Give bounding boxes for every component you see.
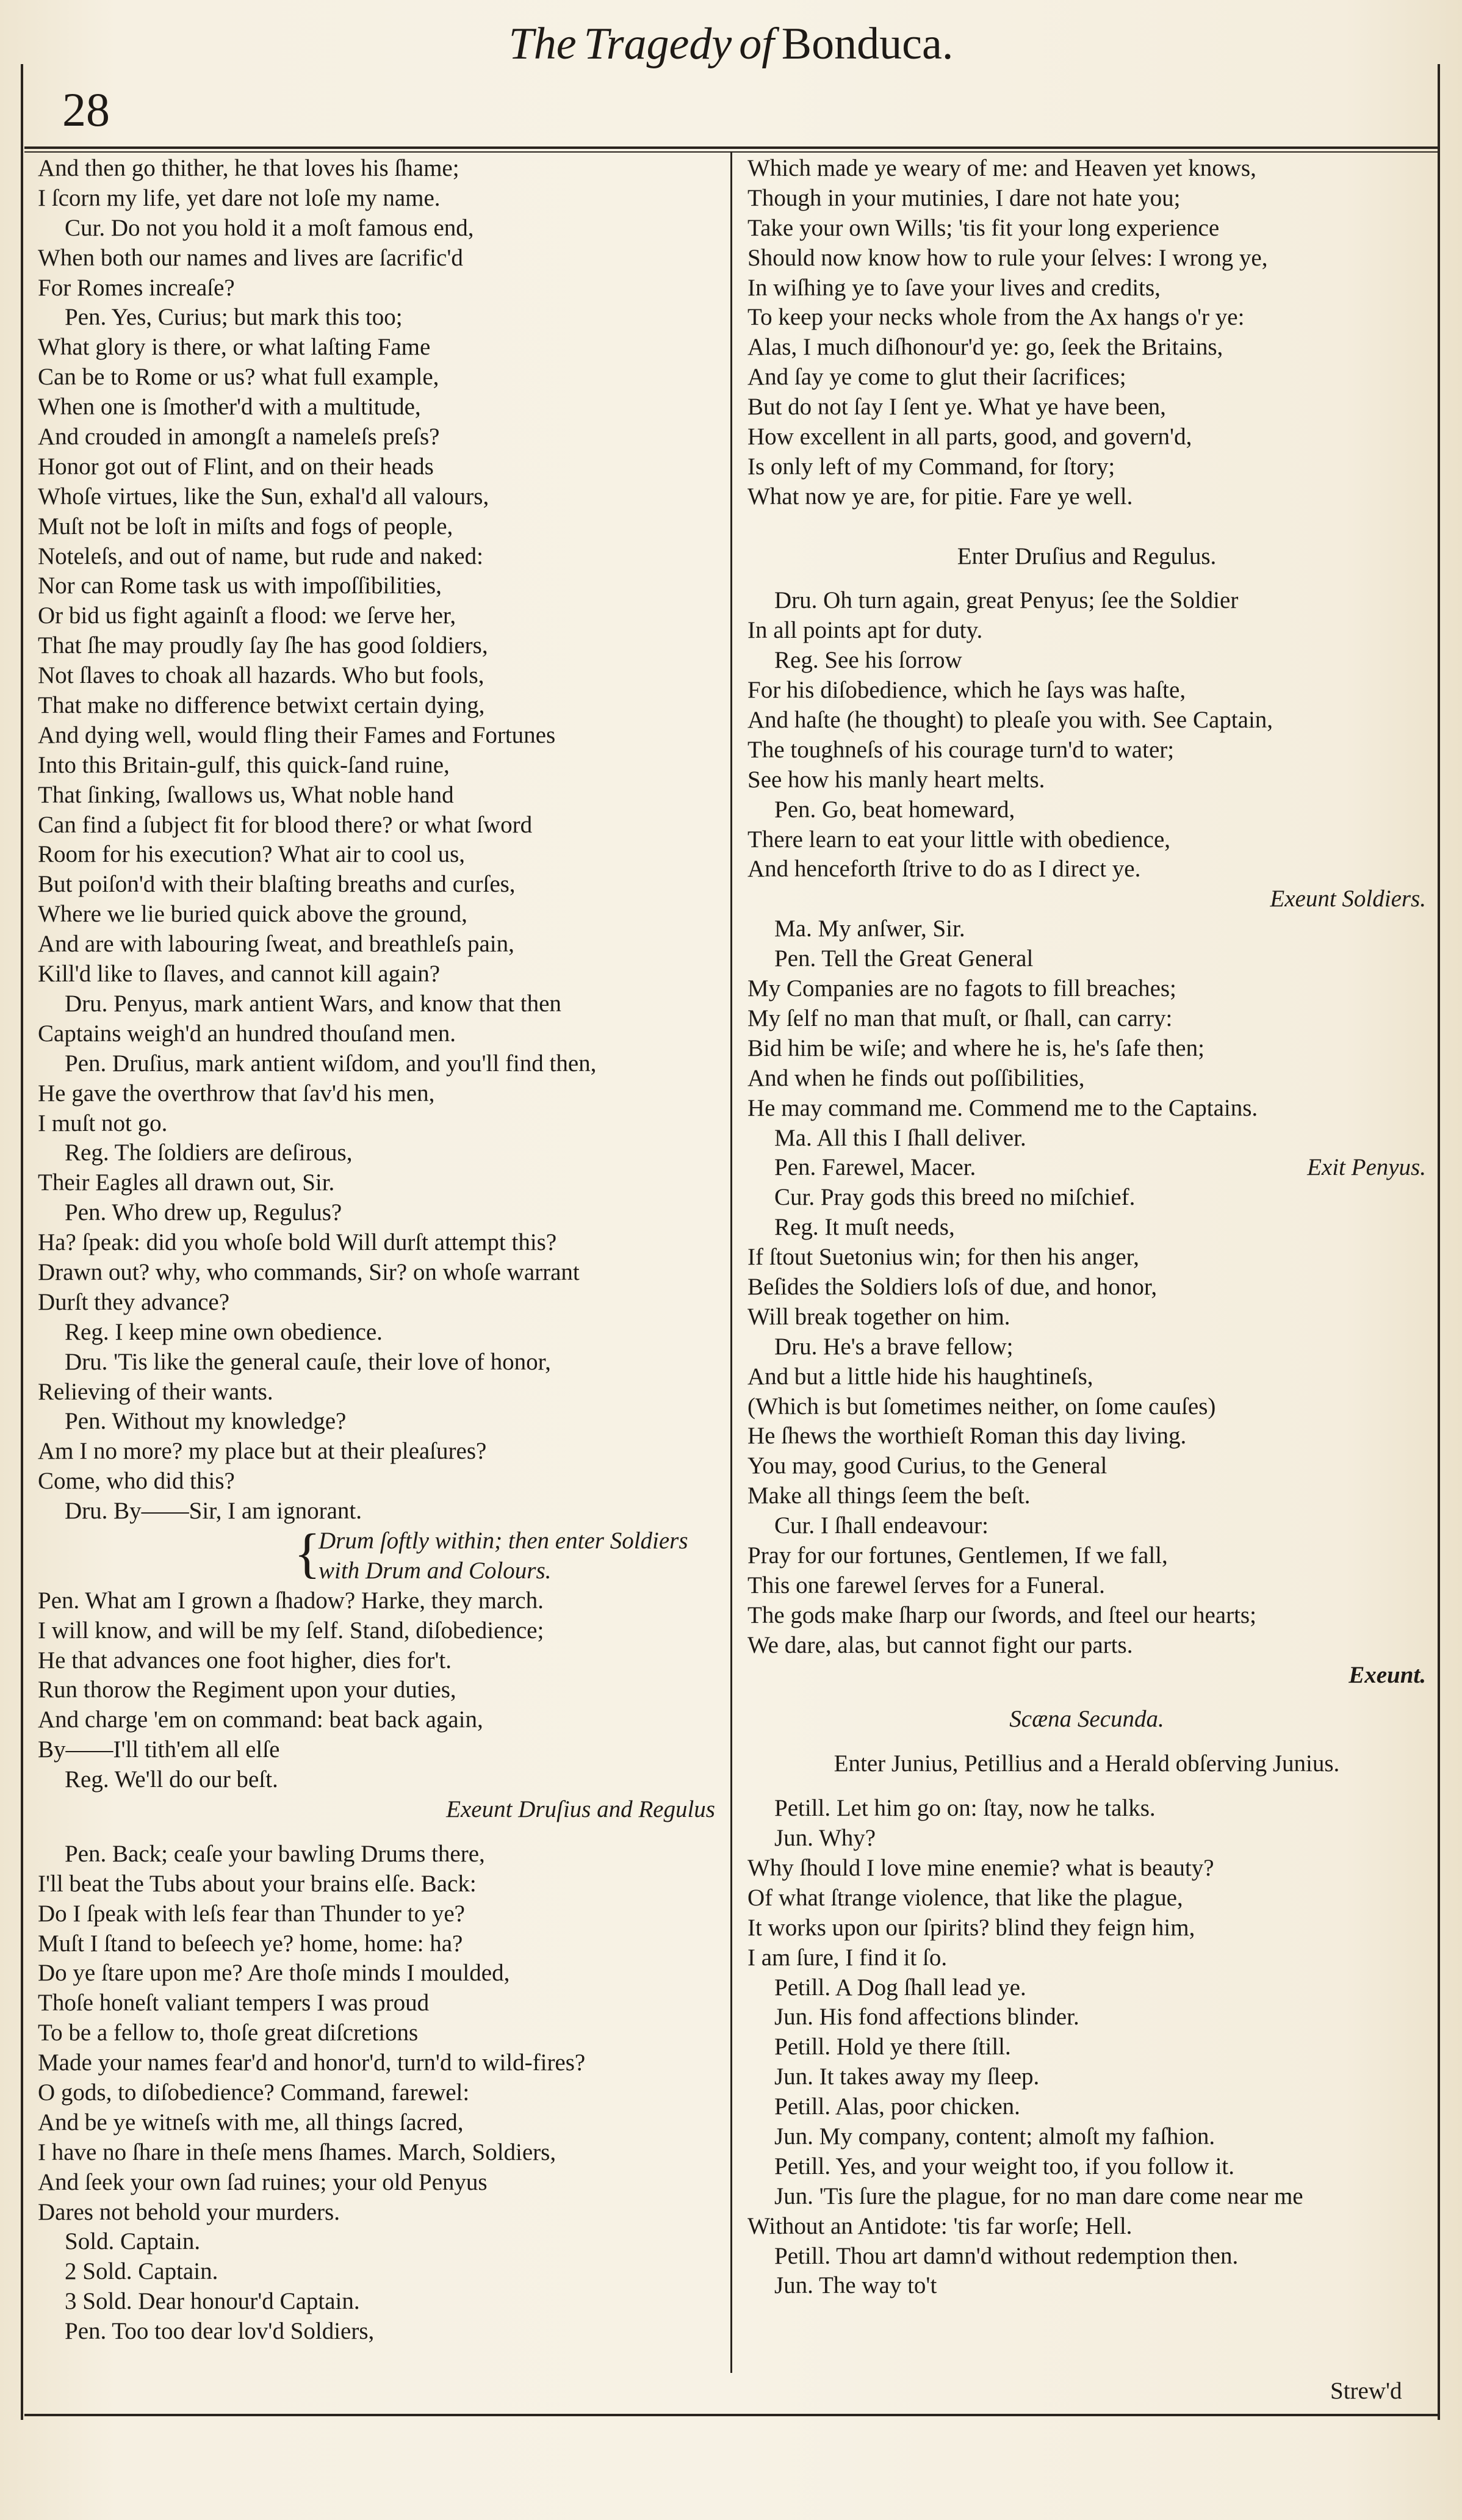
speech-line: Dru. Penyus, mark antient Wars, and know that then [65,990,561,1017]
exit-direction: Exit Penyus. [1307,1154,1426,1181]
stage-direction: Exeunt Soldiers. [1270,886,1426,912]
text-line: I muſt not go. [38,1110,168,1136]
right-column [747,154,1426,2301]
text-line: The gods make ſharp our ſwords, and ſteel our hearts; [747,1601,1256,1628]
text-line: The toughneſs of his courage turn'd to water; [747,736,1175,763]
speech-line: Jun. My company, content; almoſt my faſhion. [774,2123,1215,2150]
speech-line: Pen. Who drew up, Regulus? [65,1199,342,1226]
speech-line: Ma. All this I ſhall deliver. [774,1124,1026,1151]
footer-rule [24,2414,1438,2416]
text-line: Room for his execution? What air to cool us, [38,841,466,868]
speech-line: Jun. It takes away my ſleep. [774,2063,1040,2090]
spacer [747,1779,1426,1794]
speech-line: Jun. His fond affections blinder. [774,2004,1079,2031]
text-line: Thoſe honeſt valiant tempers I was proud [38,1990,430,2016]
text-line: And be ye witneſs with me, all things ſacred, [38,2109,464,2136]
text-line: I'll beat the Tubs about your brains elſe. Back: [38,1870,477,1897]
running-title-name: Bonduca. [781,19,954,69]
text-line: Where we lie buried quick above the ground, [38,901,467,928]
text-line: He gave the overthrow that ſav'd his men, [38,1080,435,1107]
text-line: And haſte (he thought) to pleaſe you with. See Captain, [747,707,1273,734]
text-line: Run thorow the Regiment upon your duties, [38,1677,456,1703]
speech-line: Jun. The way to't [774,2272,937,2299]
running-title-the: The [508,19,577,69]
text-line: Alas, I much diſhonour'd ye: go, ſeek the Britains, [747,334,1223,361]
spacer [38,1825,715,1839]
text-line: Without an Antidote: 'tis far worſe; Hell. [747,2212,1133,2239]
text-line: And ſeek your own ſad ruines; your old Penyus [38,2168,488,2195]
text-line: Their Eagles all drawn out, Sir. [38,1169,335,1196]
text-line: By——I'll tith'em all elſe [38,1736,280,1763]
text-line: What now ye are, for pitie. Fare ye well. [747,483,1133,510]
text-line: Come, who did this? [38,1468,235,1495]
text-line: That make no difference betwixt certain dying, [38,692,485,719]
speech-line: 2 Sold. Captain. [65,2258,218,2285]
text-line: For Romes increaſe? [38,274,235,301]
text-line: Or bid us fight againſt a flood: we ſerve her, [38,602,456,629]
left-column [38,154,715,2347]
text-line: That ſhe may proudly ſay ſhe has good ſoldiers, [38,632,488,659]
text-line: Though in your mutinies, I dare not hate you; [747,184,1181,211]
text-line: Make all things ſeem the beſt. [747,1482,1031,1509]
text-line: Noteleſs, and out of name, but rude and naked: [38,543,483,569]
speech-line: Reg. It muſt needs, [774,1214,955,1241]
text-line: Of what ſtrange violence, that like the plague, [747,1884,1183,1911]
text-line: Bid him be wiſe; and where he is, he's ſafe then; [747,1034,1205,1061]
text-line: He may command me. Commend me to the Captains. [747,1094,1258,1121]
text-line: And when he finds out poſſibilities, [747,1064,1085,1091]
stage-direction-line: Drum ſoftly within; then enter Soldiers [319,1527,688,1554]
text-line: In wiſhing ye to ſave your lives and credits, [747,274,1161,301]
speech-line: Cur. Pray gods this breed no miſchief. [774,1184,1136,1211]
text-line: Drawn out? why, who commands, Sir? on whoſe warrant [38,1258,580,1285]
text-line: To keep your necks whole from the Ax hangs o'r ye: [747,304,1245,331]
stage-direction: Exeunt Druſius and Regulus [446,1796,715,1822]
text-line: Beſides the Soldiers loſs of due, and honor, [747,1273,1158,1300]
spacer [747,571,1426,586]
text-line: Is only left of my Command, for ſtory; [747,453,1115,480]
text-line: Captains weigh'd an hundred thouſand men. [38,1020,456,1047]
speech-line: Jun. Why? [774,1825,876,1852]
text-line: He that advances one foot higher, dies for't. [38,1647,452,1673]
running-title-tragedy: Tragedy [583,19,732,69]
text-line: (Which is but ſometimes neither, on ſome cauſes) [747,1393,1216,1420]
speech-line: 3 Sold. Dear honour'd Captain. [65,2288,360,2315]
speech-line: Reg. The ſoldiers are deſirous, [65,1139,353,1166]
text-line: O gods, to diſobedience? Command, farewel: [38,2079,470,2106]
text-line: I ſcorn my life, yet dare not loſe my name. [38,184,441,211]
stage-direction: Exeunt. [1349,1661,1426,1688]
brace-glyph: { [294,1523,321,1584]
text-line: Am I no more? my place but at their pleaſures? [38,1438,487,1465]
text-line: I have no ſhare in theſe mens ſhames. March, Soldiers, [38,2139,556,2165]
text-line: But poiſon'd with their blaſting breaths and curſes, [38,871,516,898]
speech-line: Cur. I ſhall endeavour: [774,1512,988,1539]
speech-line: Reg. I keep mine own obedience. [65,1318,383,1345]
text-line: Will break together on him. [747,1303,1010,1330]
stage-direction-line: with Drum and Colours. [319,1557,552,1584]
text-line: But do not ſay I ſent ye. What ye have been, [747,394,1166,421]
text-line: Dares not behold your murders. [38,2198,340,2225]
spacer [747,512,1426,542]
stage-direction: Enter Junius, Petillius and a Herald obſerving Junius. [834,1750,1340,1777]
speech-line: Reg. We'll do our beſt. [65,1766,278,1793]
running-title-of: of [739,19,774,69]
speech-line: Petill. Hold ye there ſtill. [774,2034,1011,2060]
text-line: This one farewel ſerves for a Funeral. [747,1572,1105,1598]
text-line: We dare, alas, but cannot fight our parts. [747,1631,1133,1658]
speech-line: Dru. 'Tis like the general cauſe, their love of honor, [65,1348,551,1375]
speech-line: Dru. He's a brave fellow; [774,1333,1014,1360]
running-title [0,13,1462,74]
text-line: Nor can Rome task us with impoſſibilities, [38,572,442,599]
speech-line: Pen. Druſius, mark antient wiſdom, and you'll find then, [65,1050,597,1077]
text-line: For his diſobedience, which he ſays was haſte, [747,677,1186,704]
speech-line: Petill. Thou art damn'd without redemption then. [774,2242,1239,2269]
column-divider [730,151,732,2373]
text-line: And are with labouring ſweat, and breathleſs pain, [38,931,514,958]
text-line: Should now know how to rule your ſelves: I wrong ye, [747,244,1268,271]
speech-line: Reg. See his ſorrow [774,647,962,674]
text-line: Do I ſpeak with leſs fear than Thunder to ye? [38,1900,465,1927]
speech-line: Pen. Back; ceaſe your bawling Drums there, [65,1840,485,1867]
stage-direction [38,1556,715,1586]
speech-line: Petill. A Dog ſhall lead ye. [774,1974,1026,2001]
text-line: My Companies are no fagots to fill breaches; [747,975,1176,1002]
text-line: Why ſhould I love mine enemie? what is beauty? [747,1854,1214,1881]
text-line: And crouded in amongſt a nameleſs preſs? [38,424,440,450]
stage-direction: Enter Druſius and Regulus. [957,543,1217,569]
speech-line: Cur. Do not you hold it a moſt famous end, [65,214,474,241]
text-line: Into this Britain-gulf, this quick-ſand ruine, [38,751,450,778]
text-line: Honor got out of Flint, and on their heads [38,453,434,480]
spacer [747,1690,1426,1705]
scene-heading: Scæna Secunda. [1009,1706,1164,1733]
spacer [747,1735,1426,1749]
text-line: Kill'd like to ſlaves, and cannot kill again? [38,961,441,987]
text-line: It works upon our ſpirits? blind they feign him, [747,1914,1195,1941]
page-header [24,64,1438,143]
text-line: Can be to Rome or us? what full example, [38,364,439,391]
text-line: Whoſe virtues, like the Sun, exhal'd all valours, [38,483,489,510]
text-line: Can find a ſubject fit for blood there? or what ſword [38,811,533,838]
text-line: Muſt I ſtand to beſeech ye? home, home: ha? [38,1930,463,1957]
speech-line: Petill. Alas, poor chicken. [774,2093,1020,2120]
text-line: And dying well, would fling their Fames and Fortunes [38,721,556,748]
text-line: If ſtout Suetonius win; for then his anger, [747,1244,1139,1271]
text-line: To be a fellow to, thoſe great diſcretions [38,2020,419,2046]
text-line: And henceforth ſtrive to do as I direct ye. [747,856,1141,883]
speech-line: Pen. Without my knowledge? [65,1408,347,1435]
text-line: And but a little hide his haughtineſs, [747,1363,1093,1390]
text-line: I am ſure, I find it ſo. [747,1944,948,1971]
speech-text: Pen. Farewel, Macer. [774,1154,976,1181]
text-line: There learn to eat your little with obedience, [747,826,1171,853]
text-line: And then go thither, he that loves his ſhame; [38,155,459,181]
text-line: You may, good Curius, to the General [747,1453,1107,1479]
text-line: Durſt they advance? [38,1288,230,1315]
text-line: How excellent in all parts, good, and govern'd, [747,424,1192,450]
text-line: When one is ſmother'd with a multitude, [38,394,421,421]
speech-line: Dru. Oh turn again, great Penyus; ſee the Soldier [774,587,1239,614]
speech-line: Sold. Captain. [65,2228,201,2255]
text-line: Not ſlaves to choak all hazards. Who but fools, [38,662,484,689]
text-line: He ſhews the worthieſt Roman this day living. [747,1423,1187,1450]
speech-line: Jun. 'Tis ſure the plague, for no man dare come near me [774,2182,1303,2209]
text-line: And ſay ye come to glut their ſacrifices; [747,364,1126,391]
speech-line: Pen. Go, beat homeward, [774,796,1015,823]
text-line: What glory is there, or what laſting Fame [38,334,431,361]
text-line: Muſt not be loſt in miſts and fogs of people, [38,513,453,540]
text-line: That ſinking, ſwallows us, What noble hand [38,781,454,808]
speech-line: Ma. My anſwer, Sir. [774,915,965,942]
speech-line: Petill. Let him go on: ſtay, now he talks. [774,1795,1156,1822]
text-line: Which made ye weary of me: and Heaven yet knows, [747,155,1256,181]
text-line: Made your names fear'd and honor'd, turn'd to wild-fires? [38,2049,586,2076]
text-line: Pen. What am I grown a ſhadow? Harke, they march. [38,1587,544,1614]
catchword: Strew'd [1330,2378,1402,2404]
text-line: I will know, and will be my ſelf. Stand, diſobedience; [38,1617,544,1644]
header-rule [24,146,1438,149]
text-line: Take your own Wills; 'tis fit your long experience [747,214,1220,241]
page-border-right [1438,64,1440,2420]
text-line: In all points apt for duty. [747,617,983,644]
text-line: When both our names and lives are ſacrific'd [38,244,463,271]
speech-line: Petill. Yes, and your weight too, if you follow it. [774,2153,1234,2179]
text-line: See how his manly heart melts. [747,766,1045,793]
text-line: My ſelf no man that muſt, or ſhall, can carry: [747,1005,1173,1031]
text-line: Do ye ſtare upon me? Are thoſe minds I moulded, [38,1960,510,1987]
text-line: Pray for our fortunes, Gentlemen, If we fall, [747,1542,1168,1569]
speech-line: Dru. By——Sir, I am ignorant. [65,1498,362,1525]
text-line: Ha? ſpeak: did you whoſe bold Will durſt attempt this? [38,1229,557,1256]
speech-line [747,1153,1426,1183]
text-line: Relieving of their wants. [38,1378,273,1405]
speech-line: Pen. Tell the Great General [774,945,1034,972]
speech-line: Pen. Too too dear lov'd Soldiers, [65,2318,375,2345]
page-border-left [21,64,23,2420]
text-line: And charge 'em on command: beat back again, [38,1706,483,1733]
speech-line: Pen. Yes, Curius; but mark this too; [65,304,403,331]
page-number: 28 [62,83,110,136]
